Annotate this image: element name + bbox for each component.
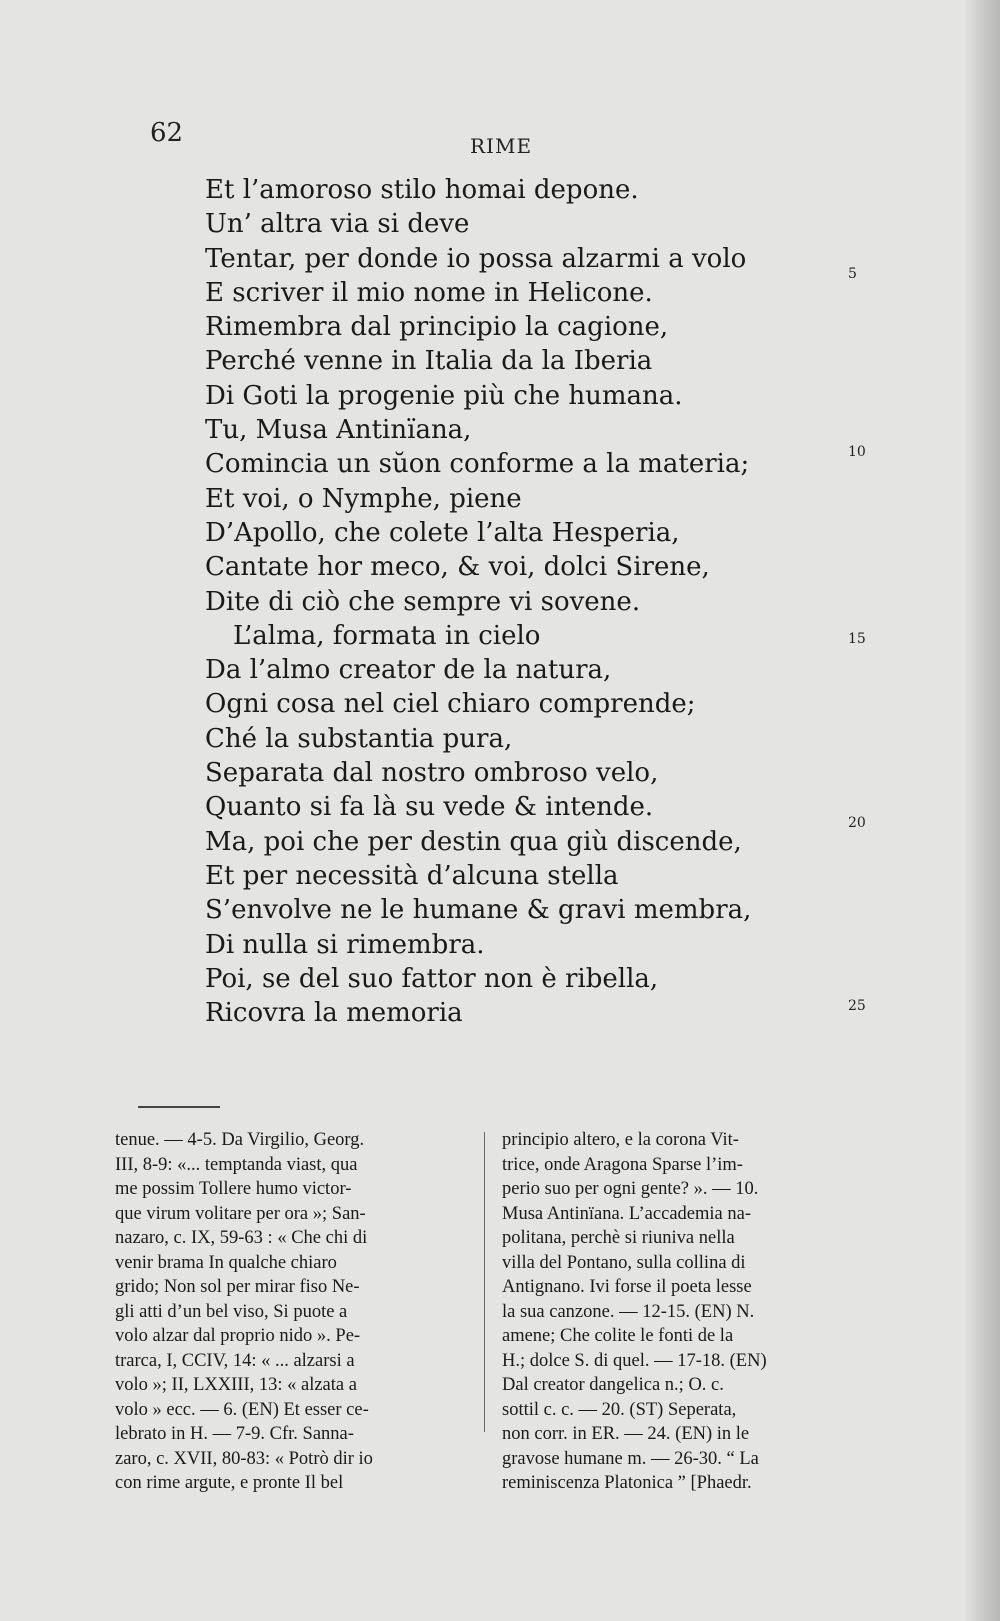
line-number-15: 15: [848, 631, 866, 647]
note-line: tenue. — 4-5. Da Virgilio, Georg.: [115, 1130, 365, 1150]
note-line: trice, onde Aragona Sparse l’im-: [502, 1154, 743, 1175]
poem-line-15: Da l’almo creator de la natura,: [205, 655, 612, 686]
poem-line-23: Di nulla si rimembra.: [205, 929, 485, 960]
note-line: perio suo per ogni gente? ». — 10.: [502, 1179, 759, 1199]
footnote-column-left: [115, 1128, 472, 1496]
poem-line-8: Tu, Musa Antinïana,: [205, 415, 472, 446]
note-line: H.; dolce S. di quel. — 17-18. (EN): [502, 1350, 767, 1371]
note-line: nazaro, c. IX, 59-63 : « Che chi di: [115, 1228, 368, 1248]
note-line: zaro, c. XVII, 80-83: « Potrò dir io: [115, 1448, 373, 1469]
note-line: gravose humane m. — 26-30. “ La: [502, 1448, 759, 1469]
poem-line-17: Ché la substantia pura,: [205, 723, 513, 754]
poem-line-18: Separata dal nostro ombroso velo,: [205, 758, 659, 789]
poem-line-10: Et voi, o Nymphe, piene: [205, 483, 522, 514]
note-line: Musa Antinïana. L’accademia na-: [502, 1203, 751, 1224]
note-line: volo » ecc. — 6. (EN) Et esser ce-: [115, 1399, 369, 1420]
poem-line-25: Ricovra la memoria: [205, 998, 463, 1029]
note-line: non corr. in ER. — 24. (EN) in le: [502, 1424, 750, 1444]
poem-line-22: S’envolve ne le humane & gravi membra,: [205, 895, 752, 926]
note-line: villa del Pontano, sulla collina di: [502, 1252, 746, 1273]
line-number-25: 25: [848, 998, 866, 1014]
poem-text: [205, 173, 825, 1030]
note-line: Dal creator dangelica n.; O. c.: [502, 1375, 724, 1395]
note-line: volo alzar dal proprio nido ». Pe-: [115, 1326, 361, 1346]
poem-line-14: L’alma, formata in cielo: [233, 620, 541, 651]
note-line: volo »; II, LXXIII, 13: « alzata a: [115, 1375, 357, 1395]
note-line: que virum volitare per ora »; San-: [115, 1203, 366, 1224]
running-head: RIME: [470, 134, 533, 158]
poem-line-3: Tentar, per donde io possa alzarmi a volo: [205, 243, 747, 274]
page-number: 62: [150, 118, 184, 148]
poem-line-24: Poi, se del suo fattor non è ribella,: [205, 963, 659, 994]
note-line: sottil c. c. — 20. (ST) Seperata,: [502, 1399, 737, 1420]
poem-line-5: Rimembra dal principio la cagione,: [205, 312, 669, 343]
note-line: venir brama In qualche chiaro: [115, 1252, 337, 1273]
note-line: me possim Tollere humo victor-: [115, 1179, 352, 1199]
note-line: principio altero, e la corona Vit-: [502, 1130, 739, 1150]
poem-line-1: Et l’amoroso stilo homai depone.: [205, 175, 639, 205]
poem-line-20: Ma, poi che per destin qua giù discende,: [205, 826, 742, 857]
poem-line-16: Ogni cosa nel ciel chiaro comprende;: [205, 689, 696, 720]
poem-line-21: Et per necessità d’alcuna stella: [205, 860, 619, 891]
line-number-5: 5: [848, 266, 857, 282]
footnote-rule: [138, 1106, 220, 1108]
poem-line-7: Di Goti la progenie più che humana.: [205, 380, 683, 411]
poem-line-4: E scriver il mio nome in Helicone.: [205, 277, 653, 308]
poem-line-19: Quanto si fa là su vede & intende.: [205, 792, 654, 823]
note-line: amene; Che colite le fonti de la: [502, 1326, 734, 1346]
line-number-20: 20: [848, 815, 866, 831]
note-line: con rime argute, e pronte Il bel: [115, 1473, 344, 1493]
poem-line-2: Un’ altra via si deve: [205, 209, 470, 240]
poem-line-13: Dite di ciò che sempre vi sovene.: [205, 586, 641, 617]
note-line: grido; Non sol per mirar fiso Ne-: [115, 1277, 360, 1297]
poem-line-11: D’Apollo, che colete l’alta Hesperia,: [205, 517, 680, 548]
line-number-10: 10: [848, 444, 866, 460]
poem-line-6: Perché venne in Italia da la Iberia: [205, 346, 653, 377]
note-line: lebrato in H. — 7-9. Cfr. Sanna-: [115, 1424, 354, 1444]
note-line: III, 8-9: «... temptanda viast, qua: [115, 1154, 358, 1175]
note-line: trarca, I, CCIV, 14: « ... alzarsi a: [115, 1350, 355, 1371]
footnote-column-right: [502, 1128, 872, 1496]
note-line: politana, perchè si riuniva nella: [502, 1228, 735, 1248]
column-divider: [484, 1132, 485, 1432]
page-edge-shadow: [964, 0, 1000, 1621]
note-line: la sua canzone. — 12-15. (EN) N.: [502, 1301, 755, 1322]
poem-line-9: Comincia un sŭon conforme a la materia;: [205, 449, 750, 480]
note-line: reminiscenza Platonica ” [Phaedr.: [502, 1473, 752, 1493]
note-line: Antignano. Ivi forse il poeta lesse: [502, 1277, 752, 1297]
poem-line-12: Cantate hor meco, & voi, dolci Sirene,: [205, 552, 710, 583]
note-line: gli atti d’un bel viso, Si puote a: [115, 1301, 348, 1322]
